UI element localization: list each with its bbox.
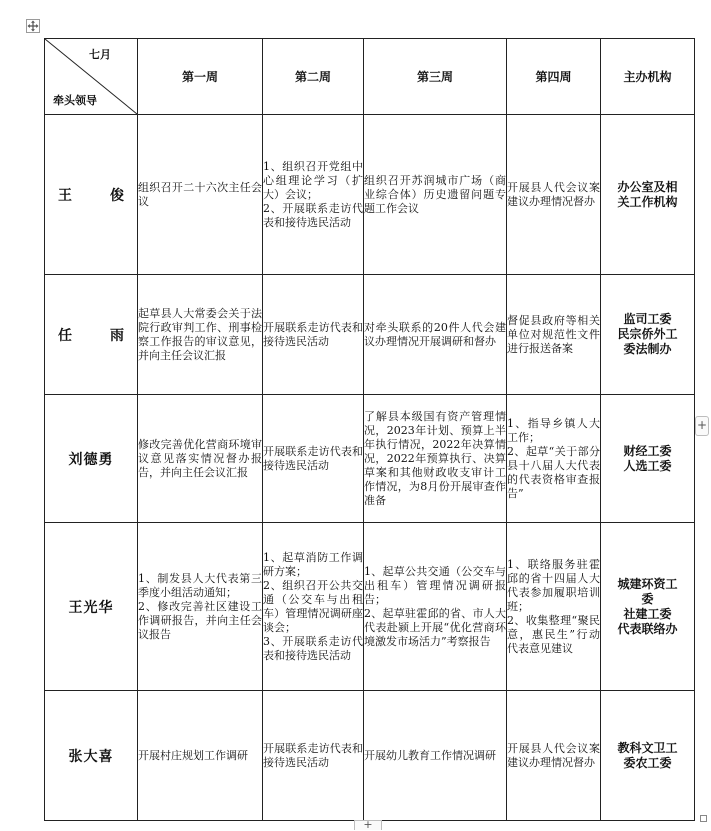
task-item: 了解县本级国有资产管理情况，2023年计划、预算上半年执行情况，2022年决算情况，2022年预算执行、决算草案和其他财政收支审计工作情况，为8月份开展审查作准备 xyxy=(364,409,506,507)
week4-header: 第四周 xyxy=(507,39,601,115)
task-item: 开展县人代会议案建议办理情况督办 xyxy=(507,180,600,208)
week3-task xyxy=(364,115,507,275)
table-resize-handle[interactable] xyxy=(700,815,707,822)
schedule-table xyxy=(44,38,695,821)
task-item: 督促县政府等相关单位对规范性文件进行报送备案 xyxy=(507,313,600,355)
task-item: 1、起草消防工作调研方案； xyxy=(263,550,363,578)
leader-name: 任 雨 xyxy=(45,275,138,395)
week4-task xyxy=(507,691,601,821)
task-item: 组织召开二十六次主任会议 xyxy=(138,180,262,208)
task-item: 开展联系走访代表和接待选民活动 xyxy=(263,320,363,348)
task-item: 开展县人代会议案建议办理情况督办 xyxy=(507,741,600,769)
leader-name: 王 俊 xyxy=(45,115,138,275)
week1-task xyxy=(138,275,263,395)
header-row xyxy=(45,39,695,115)
week3-task xyxy=(364,395,507,523)
week2-task xyxy=(263,691,364,821)
week2-task xyxy=(263,523,364,691)
add-column-button[interactable] xyxy=(695,416,709,436)
task-item: 开展联系走访代表和接待选民活动 xyxy=(263,444,363,472)
leader-name: 张大喜 xyxy=(45,691,138,821)
table-move-handle[interactable] xyxy=(26,19,40,33)
table-row xyxy=(45,523,695,691)
table-row xyxy=(45,691,695,821)
week2-header: 第二周 xyxy=(263,39,364,115)
task-item: 2、起草驻霍邱的省、市人大代表赴颍上开展“优化营商环境激发市场活力”考察报告 xyxy=(364,606,506,648)
task-item: 2、起草“关于部分县十八届人大代表的代表资格审查报告” xyxy=(507,444,600,500)
week3-task xyxy=(364,275,507,395)
task-item: 3、开展联系走访代表和接待选民活动 xyxy=(263,634,363,662)
task-item: 1、联络服务驻霍邱的省十四届人大代表参加履职培训班； xyxy=(507,557,600,613)
add-row-button[interactable] xyxy=(354,820,382,830)
plus-icon: + xyxy=(363,818,373,831)
month-label: 七月 xyxy=(89,48,111,61)
diagonal-header-cell xyxy=(45,39,138,115)
organizer: 教科文卫工 委农工委 xyxy=(601,691,695,821)
task-item: 2、收集整理“聚民意，惠民生”行动代表意见建议 xyxy=(507,613,600,655)
task-item: 1、制发县人大代表第三季度小组活动通知； xyxy=(138,571,262,599)
week1-header: 第一周 xyxy=(138,39,263,115)
leader-column-label: 牵头领导 xyxy=(53,94,97,107)
task-item: 开展村庄规划工作调研 xyxy=(138,748,248,762)
week1-task xyxy=(138,523,263,691)
task-item: 1、起草公共交通（公交车与出租车）管理情况调研报告； xyxy=(364,564,506,606)
organizer: 办公室及相 关工作机构 xyxy=(601,115,695,275)
table-row xyxy=(45,275,695,395)
week4-task xyxy=(507,275,601,395)
table-row xyxy=(45,395,695,523)
task-item: 起草县人大常委会关于法院行政审判工作、刑事检察工作报告的审议意见，并向主任会议汇报 xyxy=(138,306,262,362)
week2-task xyxy=(263,115,364,275)
task-item: 修改完善优化营商环境审议意见落实情况督办报告，并向主任会议汇报 xyxy=(138,437,262,479)
week4-task xyxy=(507,395,601,523)
organizer: 监司工委 民宗侨外工 委法制办 xyxy=(601,275,695,395)
week3-header: 第三周 xyxy=(364,39,507,115)
leader-name: 刘德勇 xyxy=(45,395,138,523)
task-item: 组织召开苏润城市广场（商业综合体）历史遗留问题专题工作会议 xyxy=(364,173,506,215)
plus-icon: + xyxy=(696,418,708,432)
week1-task xyxy=(138,691,263,821)
task-item: 1、组织召开党组中心组理论学习（扩大）会议； xyxy=(263,159,363,201)
task-item: 开展联系走访代表和接待选民活动 xyxy=(263,741,363,769)
organizer: 城建环资工 委 社建工委 代表联络办 xyxy=(601,523,695,691)
week4-task xyxy=(507,115,601,275)
task-item: 2、组织召开公共交通（公交车与出租车）管理情况调研座谈会； xyxy=(263,578,363,634)
week1-task xyxy=(138,395,263,523)
task-item: 对牵头联系的20件人代会建议办理情况开展调研和督办 xyxy=(364,320,506,348)
organizer: 财经工委 人选工委 xyxy=(601,395,695,523)
leader-name: 王光华 xyxy=(45,523,138,691)
table-row xyxy=(45,115,695,275)
week3-task xyxy=(364,523,507,691)
week3-task xyxy=(364,691,507,821)
task-item: 开展幼儿教育工作情况调研 xyxy=(364,748,496,762)
move-arrows-icon xyxy=(27,20,39,32)
task-item: 1、指导乡镇人大工作； xyxy=(507,416,600,444)
week2-task xyxy=(263,275,364,395)
week2-task xyxy=(263,395,364,523)
org-header: 主办机构 xyxy=(601,39,695,115)
week4-task xyxy=(507,523,601,691)
task-item: 2、修改完善社区建设工作调研报告，并向主任会议报告 xyxy=(138,599,262,641)
task-item: 2、开展联系走访代表和接待选民活动 xyxy=(263,201,363,229)
week1-task xyxy=(138,115,263,275)
